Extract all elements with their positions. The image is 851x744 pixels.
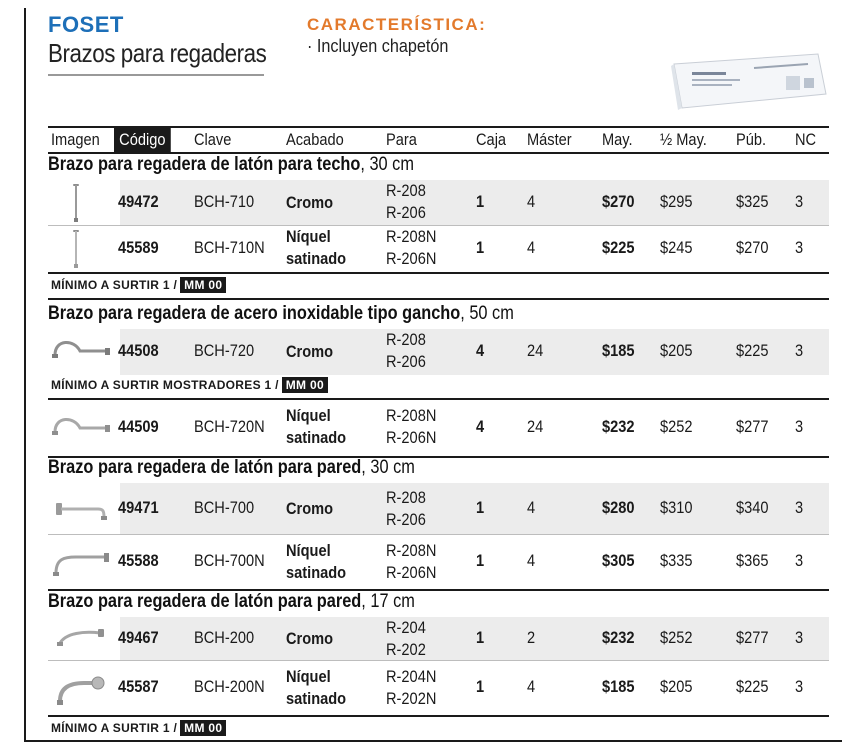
row-para: R-206	[386, 352, 426, 371]
section-title-main: Brazo para regadera de latón para pared	[48, 591, 362, 612]
row-nc: 3	[795, 417, 804, 436]
row-master: 4	[527, 498, 536, 517]
row-para: R-204	[386, 618, 426, 637]
row-pub: $270	[736, 238, 769, 257]
brand-name: FOSET	[48, 12, 124, 37]
short-wall-arm-icon	[48, 617, 114, 661]
section-title-main: Brazo para regadera de latón para pared	[48, 457, 362, 478]
row-pub: $225	[736, 677, 769, 696]
row-codigo: 45587	[118, 677, 159, 696]
row-may: $232	[602, 417, 635, 436]
row-acabado: satinado	[286, 428, 347, 447]
col-acabado: Acabado	[286, 130, 344, 149]
table-row	[48, 180, 829, 226]
row-codigo: 49472	[118, 192, 159, 211]
row-nc: 3	[795, 238, 804, 257]
col-imagen: Imagen	[51, 130, 100, 149]
row-half-may: $252	[660, 628, 693, 647]
row-acabado: satinado	[286, 689, 347, 708]
row-para: R-204N	[386, 667, 437, 686]
row-pub: $340	[736, 498, 769, 517]
row-clave: BCH-710N	[194, 238, 265, 257]
row-clave: BCH-720	[194, 341, 255, 360]
row-para: R-208N	[386, 227, 437, 246]
row-acabado: Cromo	[286, 629, 334, 648]
row-may: $225	[602, 238, 635, 257]
row-may: $305	[602, 551, 635, 570]
features-title: CARACTERÍSTICA:	[307, 15, 487, 34]
col-half-may: ½ May.	[660, 130, 707, 149]
minimum-text: MÍNIMO A SURTIR MOSTRADORES 1 /	[51, 378, 279, 392]
table-row	[48, 483, 829, 535]
row-para: R-208N	[386, 406, 437, 425]
row-clave: BCH-700	[194, 498, 255, 517]
table-row	[48, 226, 829, 272]
col-pub: Púb.	[736, 130, 767, 149]
row-acabado: Cromo	[286, 193, 334, 212]
left-border	[24, 8, 26, 742]
row-para: R-206N	[386, 428, 437, 447]
row-master: 2	[527, 628, 536, 647]
gooseneck-arm-icon	[48, 400, 114, 456]
row-clave: BCH-720N	[194, 417, 265, 436]
section-title	[48, 457, 720, 479]
wall-arm-curved-icon	[48, 535, 114, 589]
row-may: $185	[602, 677, 635, 696]
row-para: R-206	[386, 510, 426, 529]
col-may: May.	[602, 130, 633, 149]
row-acabado: satinado	[286, 563, 347, 582]
row-half-may: $295	[660, 192, 693, 211]
row-clave: BCH-710	[194, 192, 255, 211]
ceiling-arm-icon	[48, 226, 114, 272]
row-codigo: 45588	[118, 551, 159, 570]
section-title	[48, 154, 720, 176]
minimum-divider	[48, 298, 829, 300]
row-para: R-208	[386, 488, 426, 507]
bottom-border	[24, 740, 842, 742]
minimum-text: MÍNIMO A SURTIR 1 /	[51, 721, 178, 735]
row-acabado: Cromo	[286, 342, 334, 361]
row-acabado: Cromo	[286, 499, 334, 518]
col-clave: Clave	[194, 130, 232, 149]
row-pub: $325	[736, 192, 769, 211]
row-para: R-206N	[386, 563, 437, 582]
row-codigo: 45589	[118, 238, 159, 257]
col-caja: Caja	[476, 130, 507, 149]
row-acabado: Níquel	[286, 406, 331, 425]
short-wall-arm-curved-icon	[48, 661, 114, 715]
row-caja: 1	[476, 677, 485, 696]
minimum-note	[51, 378, 328, 392]
col-master: Máster	[527, 130, 572, 149]
minimum-tag: MM 00	[282, 377, 328, 393]
row-may: $270	[602, 192, 635, 211]
row-caja: 4	[476, 417, 485, 436]
table-header	[48, 126, 829, 154]
row-caja: 1	[476, 192, 485, 211]
row-para: R-206N	[386, 249, 437, 268]
row-caja: 1	[476, 551, 485, 570]
section-title	[48, 303, 720, 325]
table-row	[48, 617, 829, 661]
wall-arm-straight-icon	[48, 483, 114, 535]
section-title	[48, 591, 720, 613]
row-nc: 3	[795, 677, 804, 696]
row-master: 4	[527, 238, 536, 257]
row-pub: $365	[736, 551, 769, 570]
row-para: R-202	[386, 640, 426, 659]
ceiling-arm-icon	[48, 180, 114, 226]
row-pub: $277	[736, 417, 769, 436]
section-title-size: , 30 cm	[361, 457, 415, 478]
col-para: Para	[386, 130, 417, 149]
col-codigo: Código	[114, 128, 171, 152]
row-half-may: $245	[660, 238, 693, 257]
section-title-size: , 17 cm	[361, 591, 415, 612]
table-row	[48, 329, 829, 375]
minimum-text: MÍNIMO A SURTIR 1 /	[51, 278, 178, 292]
row-para: R-206	[386, 203, 426, 222]
table-row	[48, 535, 829, 589]
row-nc: 3	[795, 192, 804, 211]
section-title-size: , 50 cm	[460, 303, 514, 324]
row-acabado: Níquel	[286, 227, 331, 246]
gooseneck-arm-icon	[48, 329, 114, 375]
minimum-note	[51, 721, 226, 735]
row-caja: 1	[476, 628, 485, 647]
row-clave: BCH-700N	[194, 551, 265, 570]
row-para: R-208	[386, 181, 426, 200]
row-codigo: 44509	[118, 417, 159, 436]
row-half-may: $310	[660, 498, 693, 517]
row-may: $232	[602, 628, 635, 647]
feature-item: · Incluyen chapetón	[307, 36, 449, 56]
row-may: $185	[602, 341, 635, 360]
row-caja: 1	[476, 498, 485, 517]
product-box-image	[668, 50, 830, 112]
row-master: 24	[527, 341, 544, 360]
section-title-main: Brazo para regadera de acero inoxidable tipo gancho	[48, 303, 461, 324]
page-subtitle: Brazos para regaderas	[48, 38, 267, 68]
row-nc: 3	[795, 498, 804, 517]
col-nc: NC	[795, 130, 817, 149]
minimum-divider	[48, 272, 829, 274]
section-title-main: Brazo para regadera de latón para techo	[48, 154, 361, 175]
row-half-may: $205	[660, 341, 693, 360]
subtitle-divider	[48, 74, 264, 76]
row-codigo: 49471	[118, 498, 159, 517]
row-nc: 3	[795, 341, 804, 360]
row-acabado: Níquel	[286, 541, 331, 560]
row-caja: 4	[476, 341, 485, 360]
row-clave: BCH-200N	[194, 677, 265, 696]
row-nc: 3	[795, 628, 804, 647]
row-para: R-208	[386, 330, 426, 349]
row-caja: 1	[476, 238, 485, 257]
row-master: 4	[527, 192, 536, 211]
row-acabado: Níquel	[286, 667, 331, 686]
row-may: $280	[602, 498, 635, 517]
row-clave: BCH-200	[194, 628, 255, 647]
table-row	[48, 661, 829, 715]
row-master: 4	[527, 677, 536, 696]
minimum-tag: MM 00	[180, 277, 226, 293]
row-codigo: 44508	[118, 341, 159, 360]
row-acabado: satinado	[286, 249, 347, 268]
section-title-size: , 30 cm	[360, 154, 414, 175]
minimum-note	[51, 278, 226, 292]
row-half-may: $252	[660, 417, 693, 436]
row-pub: $277	[736, 628, 769, 647]
row-pub: $225	[736, 341, 769, 360]
row-master: 4	[527, 551, 536, 570]
row-master: 24	[527, 417, 544, 436]
row-codigo: 49467	[118, 628, 159, 647]
minimum-divider	[48, 715, 829, 717]
minimum-tag: MM 00	[180, 720, 226, 736]
row-para: R-208N	[386, 541, 437, 560]
row-half-may: $335	[660, 551, 693, 570]
row-nc: 3	[795, 551, 804, 570]
row-para: R-202N	[386, 689, 437, 708]
table-row	[48, 400, 829, 456]
row-half-may: $205	[660, 677, 693, 696]
